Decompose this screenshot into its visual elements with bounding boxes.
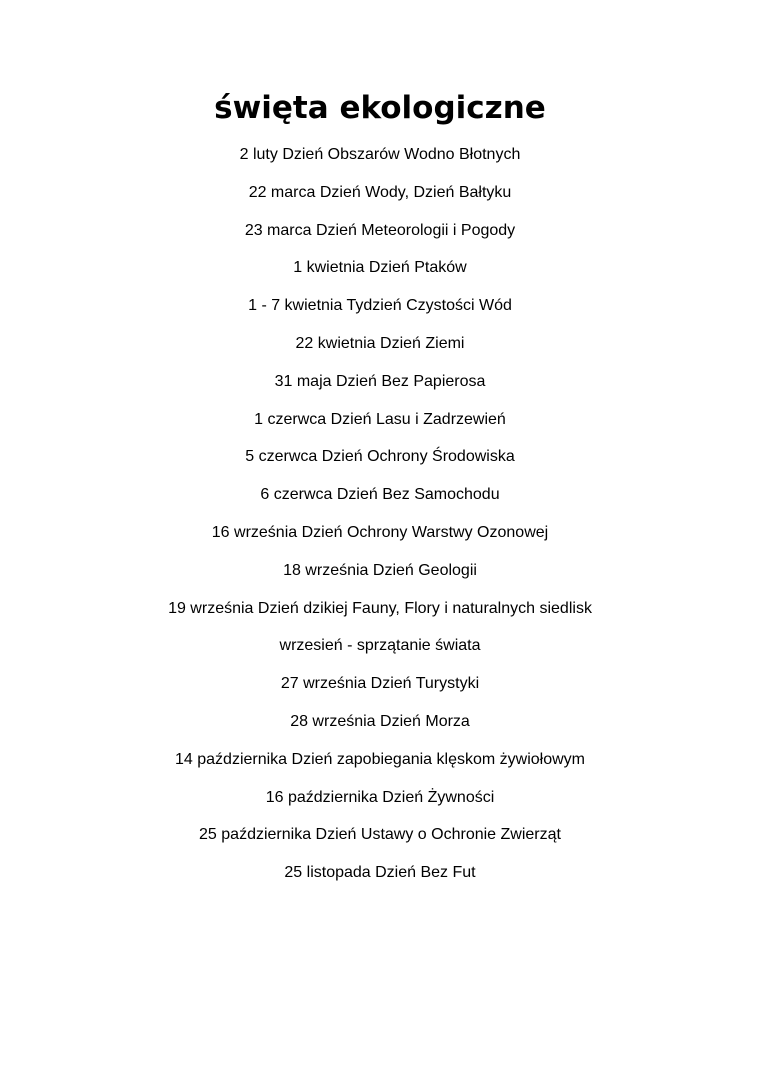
holiday-entry: 18 września Dzień Geologii <box>283 561 477 579</box>
holiday-entry: 5 czerwca Dzień Ochrony Środowiska <box>245 448 515 466</box>
holiday-entry: 1 - 7 kwietnia Tydzień Czystości Wód <box>248 297 512 315</box>
holiday-entry: 16 września Dzień Ochrony Warstwy Ozonowej <box>211 523 549 541</box>
holiday-entry: 27 września Dzień Turystyki <box>280 675 480 693</box>
holiday-entry: 1 kwietnia Dzień Ptaków <box>293 259 467 277</box>
holiday-entry: 28 września Dzień Morza <box>290 712 470 730</box>
holiday-entry: 25 października Dzień Ustawy o Ochronie Zwierząt <box>199 826 561 844</box>
holiday-entry: 22 marca Dzień Wody, Dzień Bałtyku <box>248 183 512 201</box>
holiday-entry: 22 kwietnia Dzień Ziemi <box>295 334 465 352</box>
holiday-entry: 14 października Dzień zapobiegania klęskom żywiołowym <box>175 750 585 768</box>
holiday-entry: 2 luty Dzień Obszarów Wodno Błotnych <box>239 146 521 163</box>
holiday-entry: 31 maja Dzień Bez Papierosa <box>274 372 486 390</box>
holiday-entry: 23 marca Dzień Meteorologii i Pogody <box>244 221 516 239</box>
holiday-entry: 16 października Dzień Żywności <box>265 788 495 806</box>
holiday-entry: 1 czerwca Dzień Lasu i Zadrzewień <box>254 410 506 428</box>
holiday-list <box>0 142 760 898</box>
holiday-entry: 19 września Dzień dzikiej Fauny, Flory i naturalnych siedlisk <box>168 599 592 617</box>
holiday-entry: 6 czerwca Dzień Bez Samochodu <box>260 486 500 504</box>
document-title: święta ekologiczne <box>214 90 546 126</box>
holiday-entry: 25 listopada Dzień Bez Fut <box>284 864 476 882</box>
holiday-entry: wrzesień - sprzątanie świata <box>279 637 481 655</box>
